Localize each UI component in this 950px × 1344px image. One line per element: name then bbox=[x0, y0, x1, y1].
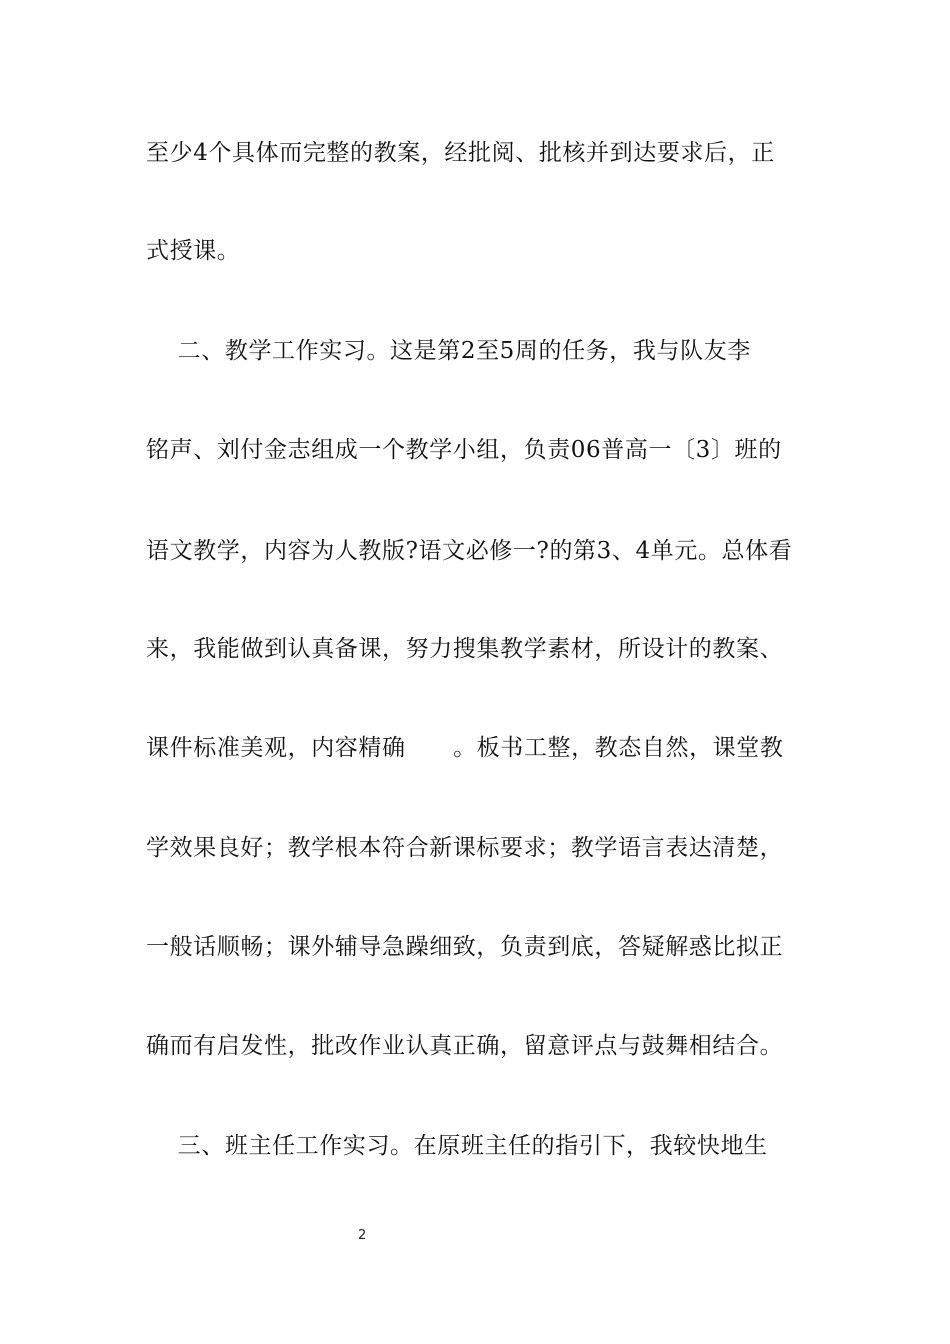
text-line: 学效果良好；教学根本符合新课标要求；教学语言表达清楚， bbox=[146, 835, 784, 861]
text-line: 确而有启发性，批改作业认真正确，留意评点与鼓舞相结合。 bbox=[146, 1033, 784, 1059]
text-line: 三、班主任工作实习。在原班主任的指引下，我较快地生 bbox=[146, 1133, 768, 1159]
text-line: 语文教学，内容为人教版?语文必修一?的第3、4单元。总体看 bbox=[146, 538, 793, 564]
text-line: 来，我能做到认真备课，努力搜集教学素材，所设计的教案、 bbox=[146, 636, 784, 662]
text-line: 二、教学工作实习。这是第2至5周的任务，我与队友李 bbox=[146, 338, 751, 364]
page-number: 2 bbox=[358, 1228, 367, 1243]
text-line: 至少4个具体而完整的教案，经批阅、批核并到达要求后，正 bbox=[146, 140, 775, 166]
text-line: 一般话顺畅；课外辅导急躁细致，负责到底，答疑解惑比拟正 bbox=[146, 934, 784, 960]
text-line: 铭声、刘付金志组成一个教学小组，负责06普高一〔3〕班的 bbox=[146, 437, 782, 463]
text-line: 式授课。 bbox=[146, 238, 241, 264]
text-line: 课件标准美观，内容精确 。板书工整，教态自然，课堂教 bbox=[146, 735, 784, 761]
